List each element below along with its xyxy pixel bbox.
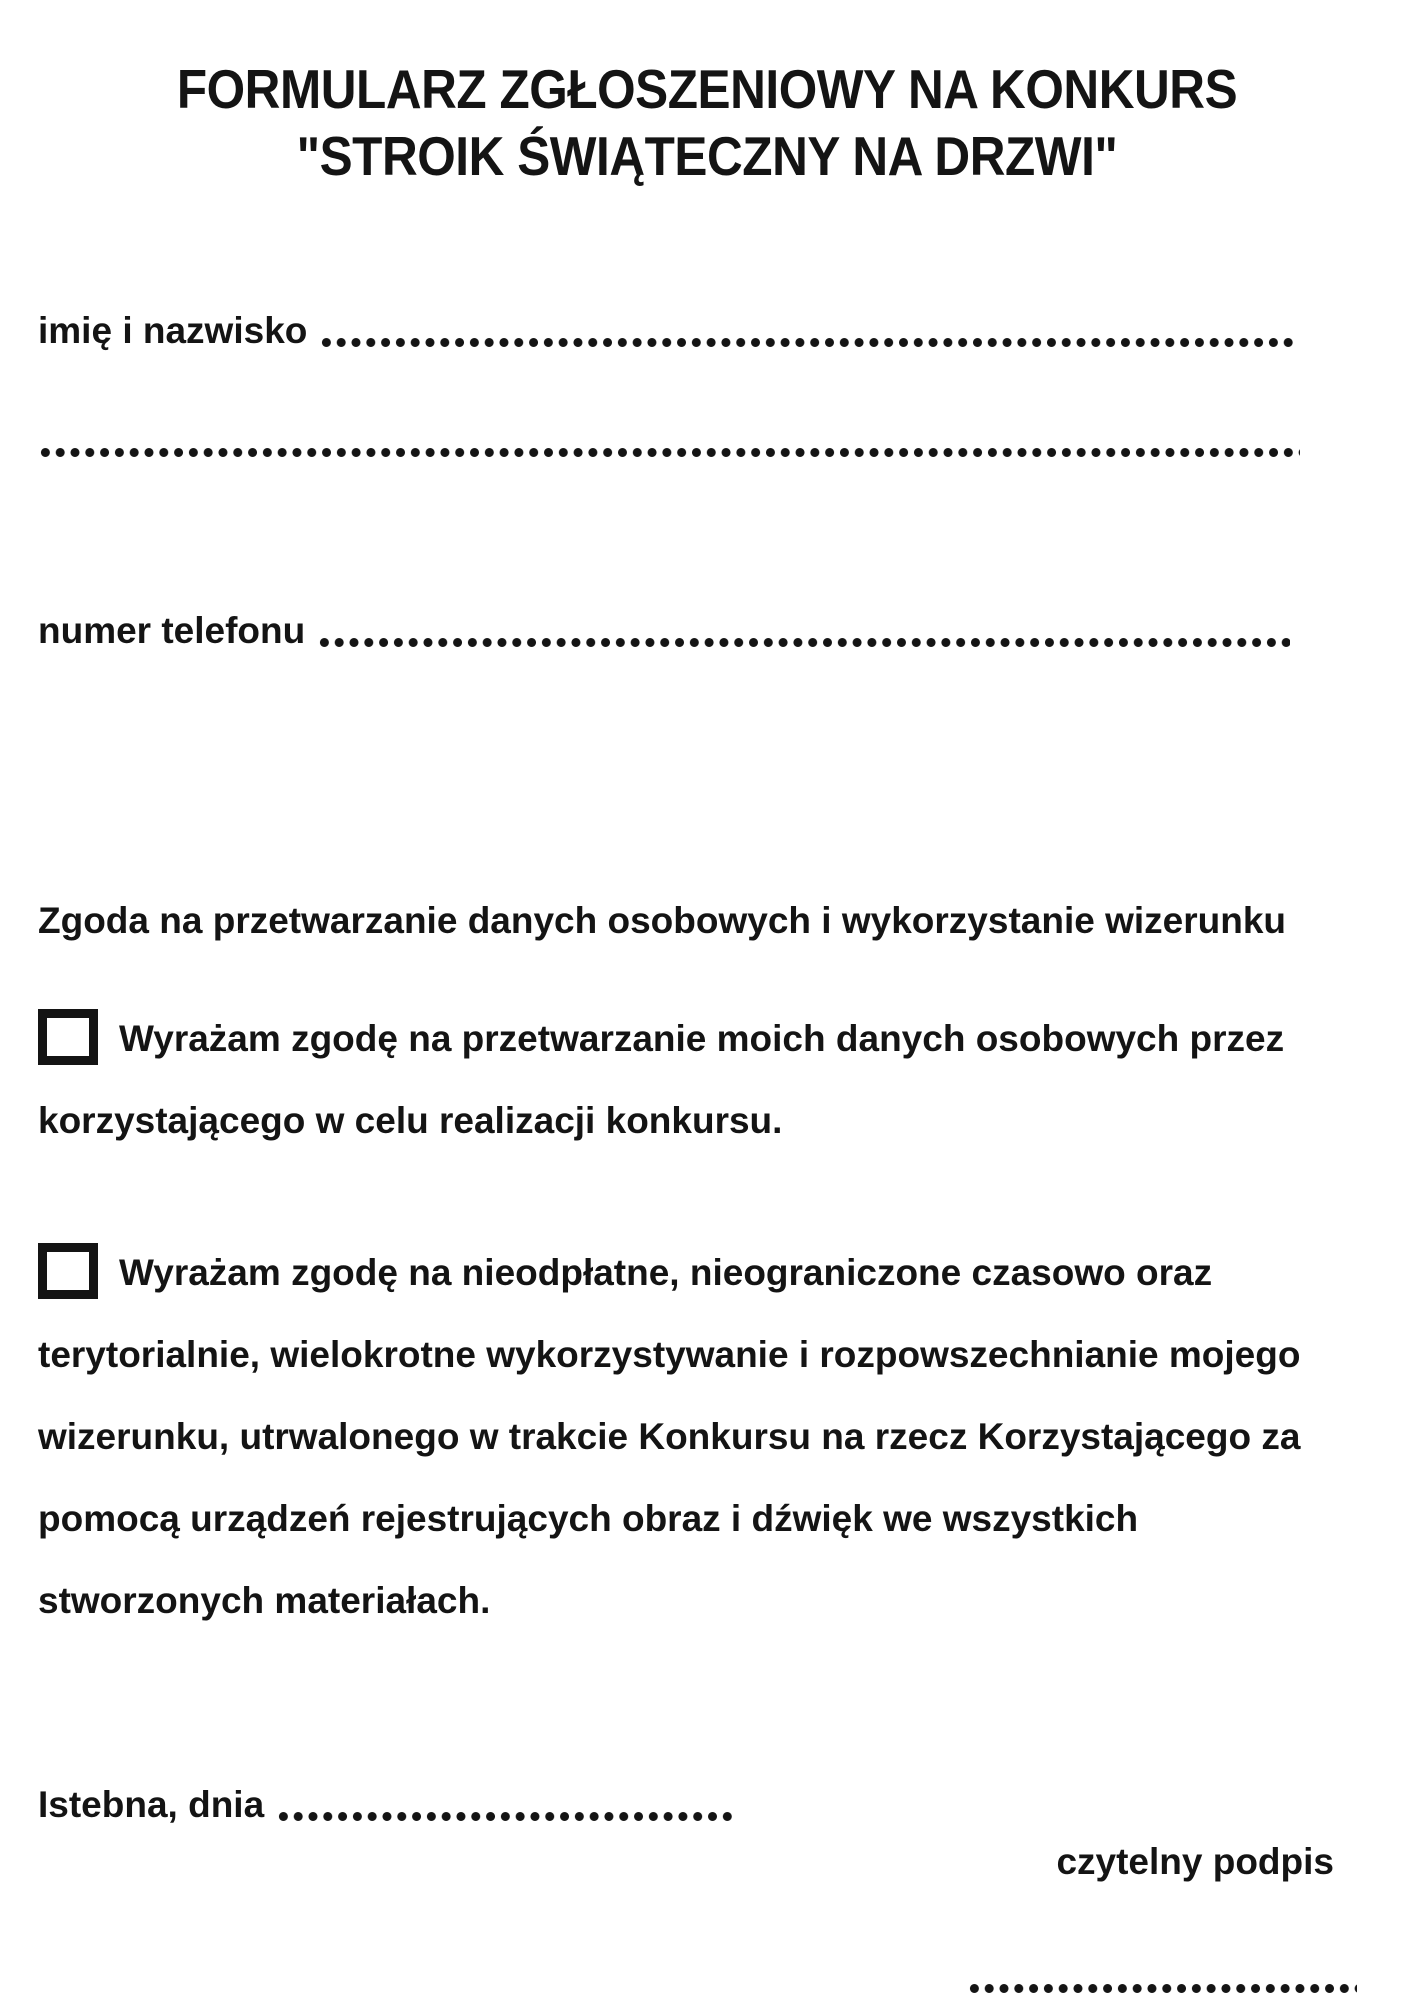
- phone-field-row: [38, 605, 1290, 657]
- name-field-label: imię i nazwisko: [38, 310, 308, 351]
- consent-2-text: Wyrażam zgodę na nieodpłatne, nieograniczone czasowo oraz terytorialnie, wielokrotne wykorzystywanie i rozpowszechnianie mojego wizerunku, utrwalonego w trakcie Konkursu na rzecz Korzystającego za pomocą urządzeń rejestrujących obraz i dźwięk we wszystkich stworzonych materiałach.: [38, 1252, 1301, 1621]
- consent-section-heading: Zgoda na przetwarzanie danych osobowych i wykorzystanie wizerunku: [38, 900, 1287, 941]
- form-title-line2: "STROIK ŚWIĄTECZNY NA DRZWI": [296, 125, 1118, 187]
- signature-fill-line[interactable]: [967, 1982, 1357, 1995]
- phone-field-label: numer telefonu: [38, 610, 306, 651]
- form-title: [71, 56, 1344, 190]
- place-date-row: [38, 1779, 733, 1831]
- signature-label: czytelny podpis: [1056, 1841, 1334, 1882]
- form-title-line1: FORMULARZ ZGŁOSZENIOWY NA KONKURS: [176, 58, 1238, 120]
- consent-1-checkbox[interactable]: [38, 1009, 98, 1065]
- consent-item-data-processing: [38, 998, 1330, 1162]
- consent-2-checkbox[interactable]: [38, 1243, 98, 1299]
- date-fill-line[interactable]: [276, 1810, 733, 1823]
- consent-1-text: Wyrażam zgodę na przetwarzanie moich danych osobowych przez korzystającego w celu realizacji konkursu.: [38, 1018, 1285, 1141]
- phone-fill-line[interactable]: [317, 636, 1290, 649]
- name-fill-line-2[interactable]: [38, 446, 1300, 459]
- place-date-label: Istebna, dnia: [38, 1784, 265, 1825]
- name-field-row: [38, 305, 1295, 357]
- name-fill-line-1[interactable]: [319, 336, 1295, 349]
- consent-item-image-use: [38, 1232, 1330, 1642]
